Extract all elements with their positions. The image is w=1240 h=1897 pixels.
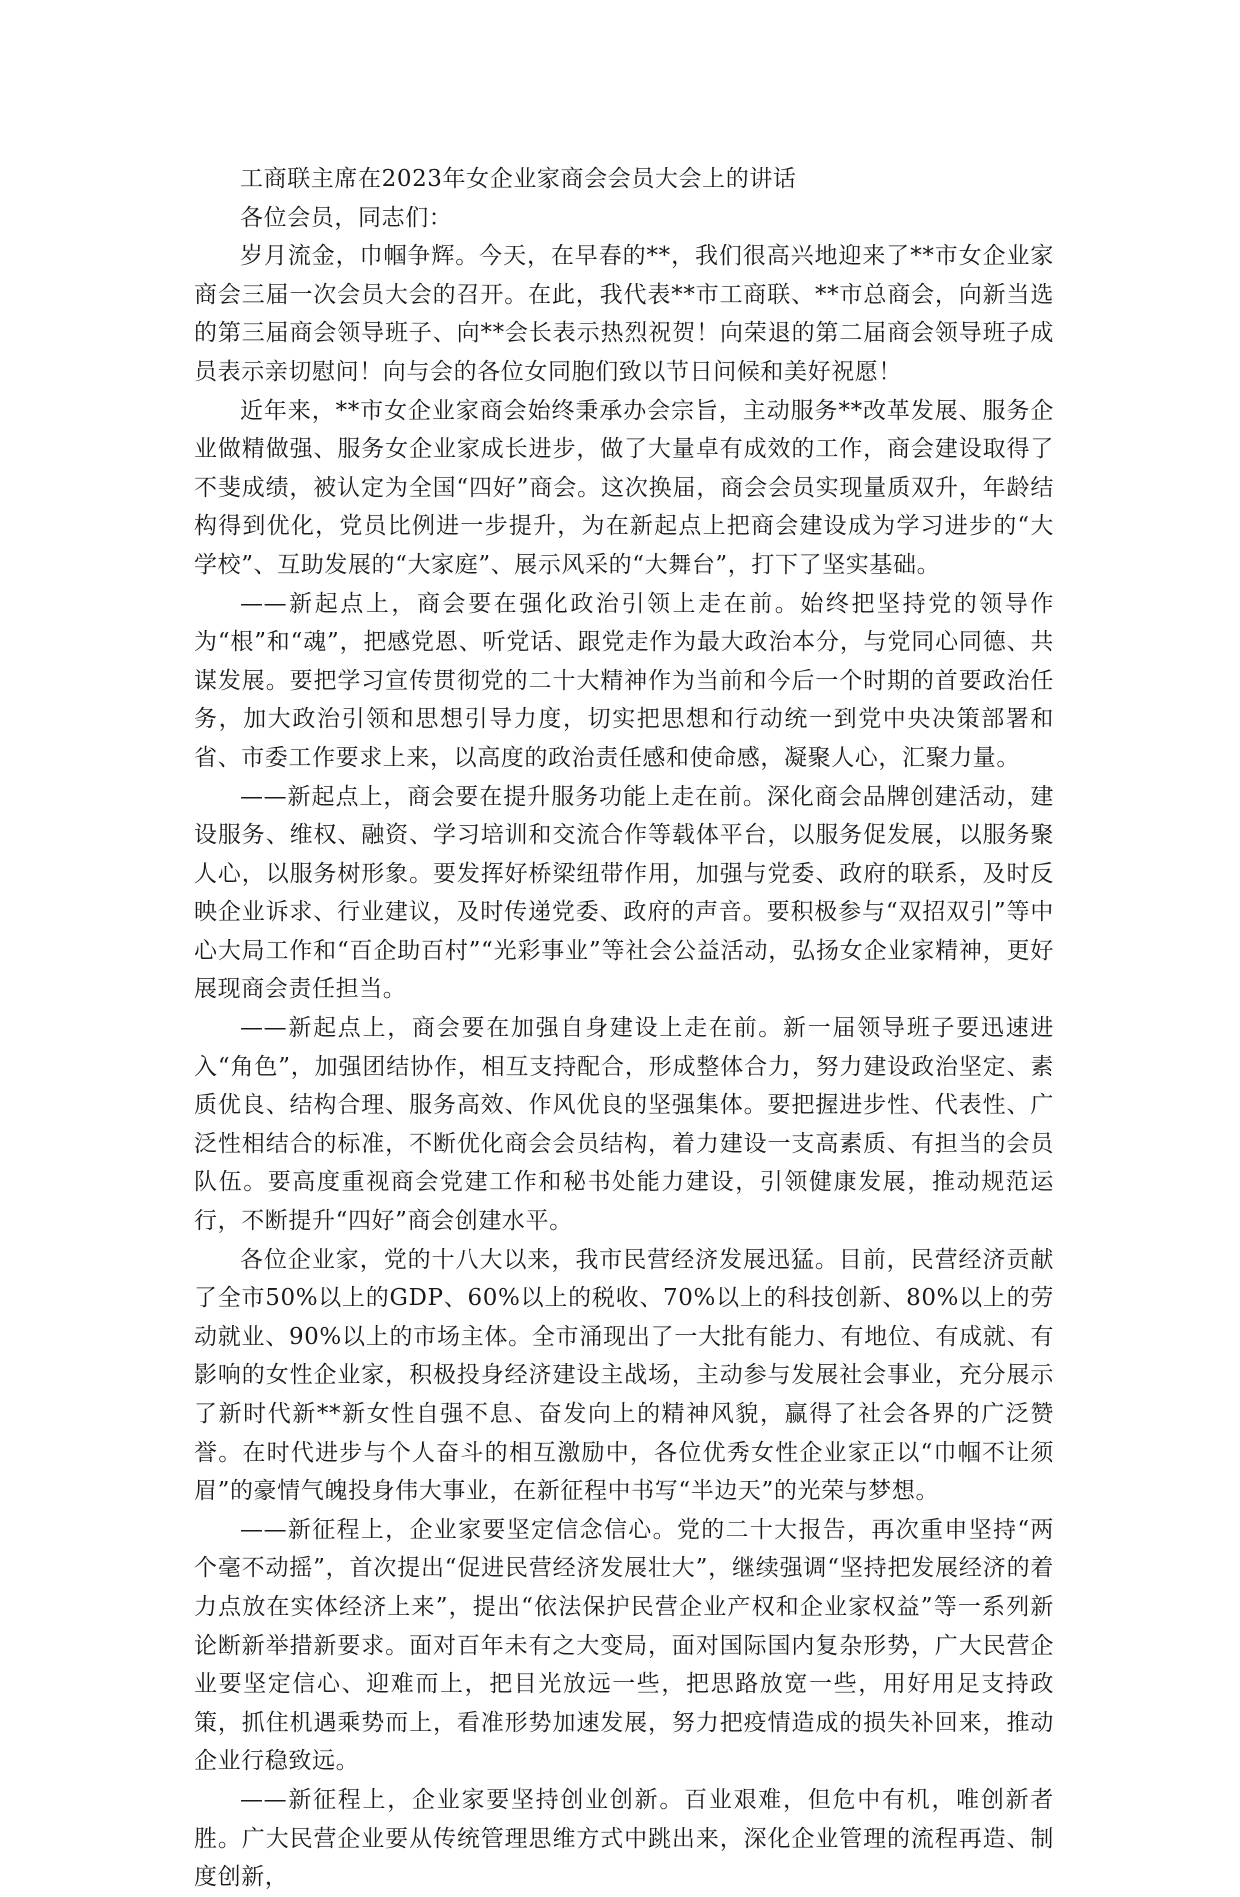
paragraph: 岁月流金，巾帼争辉。今天，在早春的**，我们很高兴地迎来了**市女企业家商会三届一次会员大会的召开。在此，我代表**市工商联、**市总商会，向新当选的第三届商会领导班子、向**会长表示热烈祝贺！向荣退的第二届商会领导班子成员表示亲切慰问！向与会的各位女同胞们致以节日问候和美好祝愿！ [194, 243, 1054, 385]
paragraph: 各位企业家，党的十八大以来，我市民营经济发展迅猛。目前，民营经济贡献了全市50%以上的GDP、60%以上的税收、70%以上的科技创新、80%以上的劳动就业、90%以上的市场主体。全市涌现出了一大批有能力、有地位、有成就、有影响的女性企业家，积极投身经济建设主战场，主动参与发展社会事业，充分展示了新时代新**新女性自强不息、奋发向上的精神风貌，赢得了社会各界的广泛赞誉。在时代进步与个人奋斗的相互激励中，各位优秀女性企业家正以“巾帼不让须眉”的豪情气魄投身伟大事业，在新征程中书写“半边天”的光荣与梦想。 [194, 1246, 1054, 1505]
paragraph: ——新起点上，商会要在提升服务功能上走在前。深化商会品牌创建活动，建设服务、维权、融资、学习培训和交流合作等载体平台，以服务促发展，以服务聚人心，以服务树形象。要发挥好桥梁纽带作用，加强与党委、政府的联系，及时反映企业诉求、行业建议，及时传递党委、政府的声音。要积极参与“双招双引”等中心大局工作和“百企助百村”“光彩事业”等社会公益活动，弘扬女企业家精神，更好展现商会责任担当。 [194, 783, 1054, 1003]
paragraph: ——新起点上，商会要在强化政治引领上走在前。始终把坚持党的领导作为“根”和“魂”，把感党恩、听党话、跟党走作为最大政治本分，与党同心同德、共谋发展。要把学习宣传贯彻党的二十大精神作为当前和今后一个时期的首要政治任务，加大政治引领和思想引导力度，切实把思想和行动统一到党中央决策部署和省、市委工作要求上来，以高度的政治责任感和使命感，凝聚人心，汇聚力量。 [194, 590, 1054, 771]
document-body [194, 160, 1054, 1897]
paragraph: ——新起点上，商会要在加强自身建设上走在前。新一届领导班子要迅速进入“角色”，加强团结协作，相互支持配合，形成整体合力，努力建设政治坚定、素质优良、结构合理、服务高效、作风优良的坚强集体。要把握进步性、代表性、广泛性相结合的标准，不断优化商会会员结构，着力建设一支高素质、有担当的会员队伍。要高度重视商会党建工作和秘书处能力建设，引领健康发展，推动规范运行，不断提升“四好”商会创建水平。 [194, 1015, 1054, 1235]
paragraph: 近年来，**市女企业家商会始终秉承办会宗旨，主动服务**改革发展、服务企业做精做强、服务女企业家成长进步，做了大量卓有成效的工作，商会建设取得了不斐成绩，被认定为全国“四好”商会。这次换届，商会会员实现量质双升，年龄结构得到优化，党员比例进一步提升，为在新起点上把商会建设成为学习进步的“大学校”、互助发展的“大家庭”、展示风采的“大舞台”，打下了坚实基础。 [194, 397, 1054, 578]
paragraph: ——新征程上，企业家要坚持创业创新。百业艰难，但危中有机，唯创新者胜。广大民营企业要从传统管理思维方式中跳出来，深化企业管理的流程再造、制度创新， [194, 1786, 1054, 1891]
salutation: 各位会员，同志们： [240, 204, 453, 231]
paragraph: ——新征程上，企业家要坚定信念信心。党的二十大报告，再次重申坚持“两个毫不动摇”，首次提出“促进民营经济发展壮大”，继续强调“坚持把发展经济的着力点放在实体经济上来”，提出“依法保护民营企业产权和企业家权益”等一系列新论断新举措新要求。面对百年未有之大变局，面对国际国内复杂形势，广大民营企业要坚定信心、迎难而上，把目光放远一些，把思路放宽一些，用好用足支持政策，抓住机遇乘势而上，看准形势加速发展，努力把疫情造成的损失补回来，推动企业行稳致远。 [194, 1516, 1054, 1775]
document-title: 工商联主席在2023年女企业家商会会员大会上的讲话 [240, 166, 797, 192]
